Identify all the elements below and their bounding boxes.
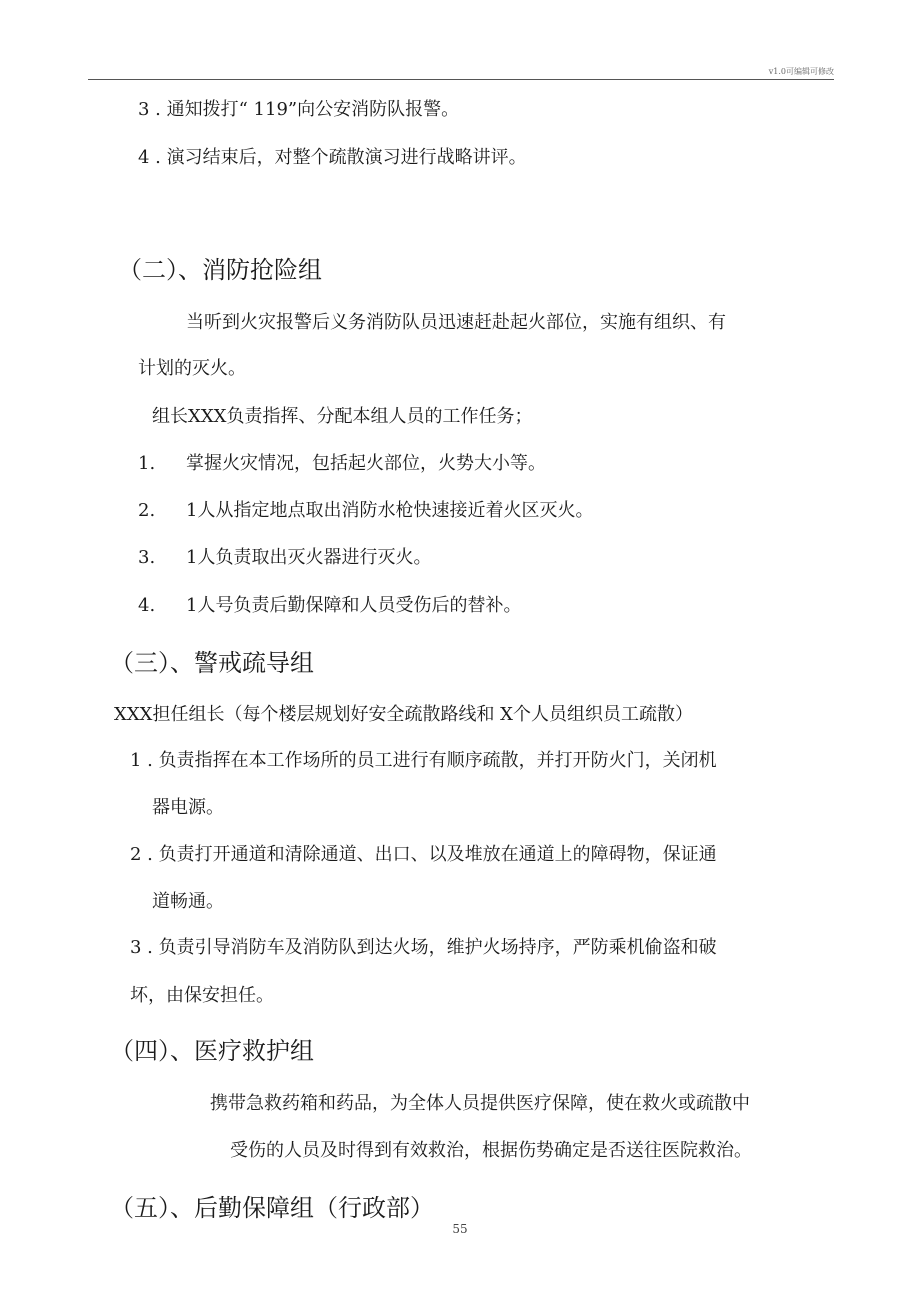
section-3-item-2-line-2: 道畅通。	[152, 891, 224, 912]
section-2-lead: 组长XXX负责指挥、分配本组人员的工作任务；	[152, 406, 533, 427]
section-3-item-3-line-1: 3 . 负责引导消防车及消防队到达火场，维护火场持序，严防乘机偷盗和破	[130, 937, 717, 958]
section-2-paragraph-line-1: 当听到火灾报警后义务消防队员迅速赶赴起火部位，实施有组织、有	[186, 312, 726, 333]
item-text: 1人负责取出灭火器进行灭火。	[186, 547, 432, 568]
section-5-title: （五）、后勤保障组（行政部）	[110, 1194, 434, 1222]
section-4-paragraph-line-1: 携带急救药箱和药品，为全体人员提供医疗保障，使在救火或疏散中	[210, 1093, 750, 1114]
item-text: 1人从指定地点取出消防水枪快速接近着火区灭火。	[186, 500, 594, 521]
header-note: v1.0可编辑可修改	[768, 67, 834, 76]
item-number: 3.	[138, 547, 156, 568]
section-4-title: （四）、医疗救护组	[110, 1037, 314, 1065]
intro-item-3: 3 . 通知拨打“ 119”向公安消防队报警。	[138, 99, 460, 120]
item-text: 掌握火灾情况，包括起火部位，火势大小等。	[186, 453, 546, 474]
section-2-item	[138, 594, 521, 618]
header-rule	[88, 79, 834, 80]
item-text: 1人号负责后勤保障和人员受伤后的替补。	[186, 595, 522, 616]
item-number: 1.	[138, 453, 156, 474]
item-number: 2.	[138, 500, 156, 521]
intro-item-4: 4 . 演习结束后，对整个疏散演习进行战略讲评。	[138, 147, 527, 168]
section-2-title: （二）、消防抢险组	[118, 256, 322, 284]
section-2-item	[138, 546, 431, 570]
page-number: 55	[452, 1222, 468, 1236]
section-4-paragraph-line-2: 受伤的人员及时得到有效救治，根据伤势确定是否送往医院救治。	[230, 1140, 752, 1161]
section-3-title: （三）、警戒疏导组	[110, 649, 314, 677]
section-3-item-1-line-2: 器电源。	[152, 797, 224, 818]
section-3-lead: XXX担任组长（每个楼层规划好安全疏散路线和 X个人员组织员工疏散）	[114, 704, 693, 725]
section-2-item	[138, 499, 593, 523]
item-number: 4.	[138, 595, 156, 616]
section-3-item-1-line-1: 1 . 负责指挥在本工作场所的员工进行有顺序疏散，并打开防火门，关闭机	[130, 750, 717, 771]
section-2-item	[138, 452, 546, 476]
section-3-item-3-line-2: 坏，由保安担任。	[130, 985, 274, 1006]
section-2-paragraph-line-2: 计划的灭火。	[138, 358, 246, 379]
section-3-item-2-line-1: 2 . 负责打开通道和清除通道、出口、以及堆放在通道上的障碍物，保证通	[130, 844, 717, 865]
